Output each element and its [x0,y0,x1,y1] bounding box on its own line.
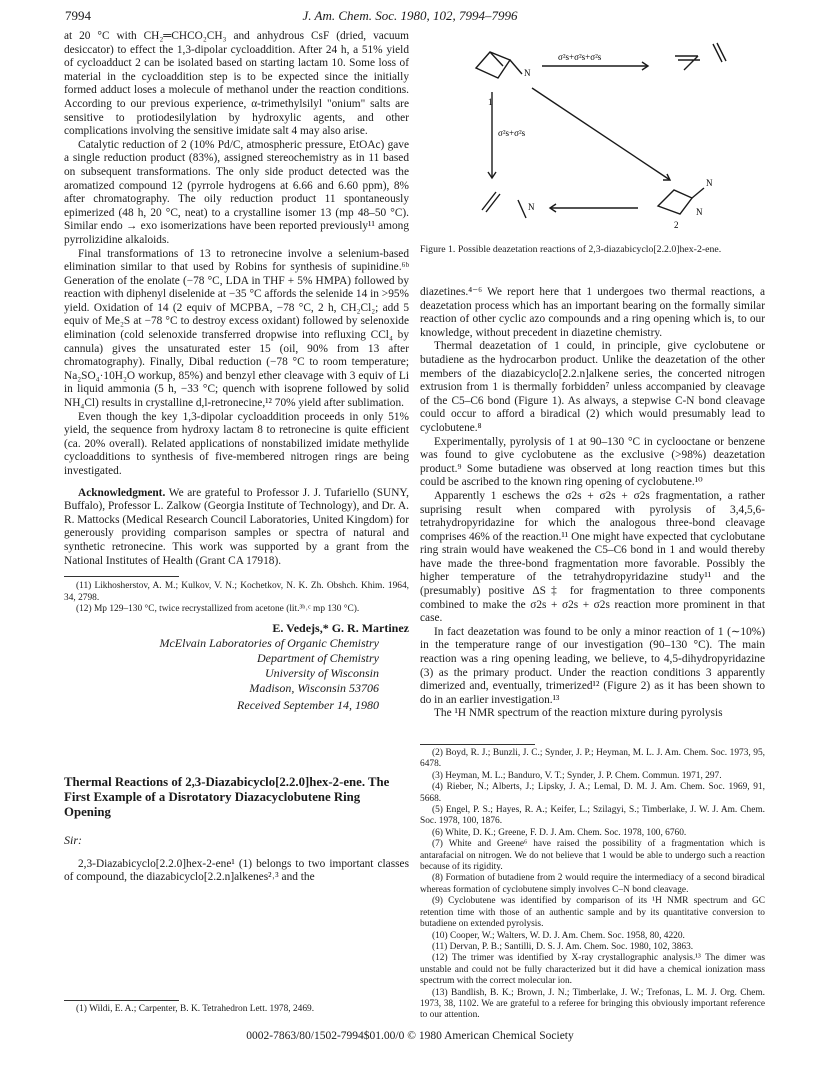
footnote: (7) White and Greene⁶ have raised the possibility of a fragmentation which is antarafacial on nitrogen. We do not believe that 1 would be able to undergo such a reaction because of its rigidity. [420,839,765,873]
footnote: (3) Heyman, M. L.; Banduro, V. T.; Synder, J. P. Chem. Commun. 1971, 297. [432,770,722,781]
footnote: (9) Cyclobutene was identified by comparison of its ¹H NMR spectrum and GC retention time with those of an authentic sample and by its quantitative conversion to butadiene on extended pyrolysis. [420,896,765,930]
n-label: N [696,207,703,217]
nn-fragment [518,200,526,218]
footnote: (6) White, D. K.; Greene, F. D. J. Am. Chem. Soc. 1978, 100, 6760. [432,827,687,838]
footnote: (8) Formation of butadiene from 2 would require the intermediacy of a second biradical whereas formation of cyclobutene simply involves C–N bond cleavage. [420,873,765,895]
n-label: N [528,202,535,212]
paragraph: Final transformations of 13 to retronecine involve a selenium-based elimination similar to that used by Robins for synthesis of supinidine.⁶ᵇ Generation of the enolate (−78 °C, LDA in THF + 5% HMPA) followed by reaction with diphenyl diselenide at −35 °C affords the selenide 14 in >95% yield. Oxidation of 14 (2 equiv of MCPBA, −78 °C, 2 h, CH₂Cl₂; add 5 equiv of Me₂S at −78 °C to destroy excess oxidant) followed by selenoxide elimination (cold selenoxide transferred dropwise into refluxing CCl₄ by cannula) gives the unsaturated ester 15 (oil, 90% from 13 after chromatography). Finally, Dibal reduction (−78 °C to room temperature; Na₂SO₄·10H₂O workup, 85%) and benzyl ether cleavage with 3 equiv of Li in liquid ammonia (5 h, −33 °C; quench with isoprene followed by solid NH₄Cl) results in crystalline d,l-retronecine,¹² 70% yield after sublimation. [64,247,409,410]
nitrogen-molecule [713,43,726,62]
paragraph: In fact deazetation was found to be only a minor reaction of 1 (∼10%) in the temperature range of our investigation (90–130 °C). The main reaction was a ring opening leading, we believe, to 4,5-dihydropyridazine (3) as the primary product. Under the reaction conditions 3 apparently dimerized and, eventually, trimerized¹² (Figure 2) as it has been shown to do in an earlier investigation.¹³ [420,625,765,706]
compound-2-label: 2 [674,220,679,230]
affiliation-line: McElvain Laboratories of Organic Chemistry [159,635,379,650]
n-label: N [524,68,531,78]
salutation: Sir: [64,832,82,847]
figure-caption: Figure 1. Possible deazetation reactions of 2,3-diazabicyclo[2.2.0]hex-2-ene. [420,244,722,255]
figure-1-scheme [470,40,740,230]
n-label: N [706,178,713,188]
footnote: (1) Wildi, E. A.; Carpenter, B. K. Tetrahedron Lett. 1978, 2469. [76,1004,315,1014]
footnote: (12) The trimer was identified by X-ray crystallographic analysis.¹³ The dimer was unstable and could not be fully characterized but it did have a chemical ionization mass spectrum with the correct molecular ion. [420,953,765,987]
footnote: (13) Bandlish, B. K.; Brown, J. N.; Timberlake, J. W.; Trefonas, L. M. J. Org. Chem. 1973, 38, 1102. We are grateful to a referee for bringing this obviously important reference to our attention. [420,987,765,1021]
structure-2-bond [692,188,704,198]
acknowledgment-label: Acknowledgment. [78,486,166,499]
affiliation-line: Department of Chemistry [257,650,379,665]
journal-citation: J. Am. Chem. Soc. 1980, 102, 7994–7996 [302,8,518,23]
paragraph: at 20 °C with CH₂═CHCO₂CH₃ and anhydrous CsF (dried, vacuum desiccator) to effect the 1,3-dipolar cycloaddition. After 24 h, a 51% yield of cycloadduct 2 can be isolated based on starting lactam 10. Some loss of material in the cycloaddition step is to be expected since the initially formed adduct loses a molecule of methanol under the reaction conditions. According to our previous experience, α-trimethylsilyl "onium" salts are sensitive to protiodesilylation by hydroxylic agents, and other complications involving the sensitive imidate salt 4 may also arise. [64,30,409,138]
paragraph: diazetines.⁴⁻⁶ We report here that 1 undergoes two thermal reactions, a deazetation process which has an important bearing on the formally similar reaction of other cyclic azo compounds and a ring opening which is, to our knowledge, without precedent in diazetine chemistry. [420,286,765,339]
left-column [64,30,409,885]
paragraph: Experimentally, pyrolysis of 1 at 90–130 °C in cyclooctane or benzene was found to give cyclobutene as the exclusive (>98%) deazetation product.⁹ Some butadiene was observed at long reaction times but this could be ascribed to the known ring opening of cyclobutene.¹⁰ [420,435,765,489]
acknowledgment-text: We are grateful to Professor J. J. Tufariello (SUNY, Buffalo), Professor L. Zalkow (Georgia Institute of Technology), and Dr. A. R. Mattocks (Medical Research Council Laboratories, United Kingdom) for generously providing comparison samples or spectra of natural and synthetic retronecine. This work was supported by a grant from the National Institutes of Health (Grant CA 17918). [64,486,409,567]
arrow-diagonal [532,88,670,180]
right-column [420,286,765,721]
footnotes-left [64,581,409,615]
paragraph: 2,3-Diazabicyclo[2.2.0]hex-2-ene¹ (1) belongs to two important classes of compound, the diazabicyclo[2.2.n]alkenes²˒³ and the [64,857,409,884]
footnote: (10) Cooper, W.; Walters, W. D. J. Am. Chem. Soc. 1958, 80, 4220. [432,930,685,941]
footnote: (4) Rieber, N.; Alberts, J.; Lipsky, J. A.; Lemal, D. M. J. Am. Chem. Soc. 1969, 91, 5668. [420,782,765,804]
paragraph: Catalytic reduction of 2 (10% Pd/C, atmospheric pressure, EtOAc) gave a single reduction product (83%), assigned stereochemistry as in 11 based on subsequent transformations. The only side product detected was the aromatized compound 12 (pyrrole hydrogens at 6.66 and 6.60 ppm), 8% after chromatography. The oily reduction product 11 spontaneously epimerized (48 h, 20 °C, neat) to a crystalline isomer 13 (mp 48–50 °C). Similar endo → exo isomerizations have been reported previously¹¹ among pyrrolizidine alkaloids. [64,138,409,246]
structure-2-ring [658,190,692,214]
paragraph: The ¹H NMR spectrum of the reaction mixture during pyrolysis [434,707,723,720]
footnote: (2) Boyd, R. J.; Bunzli, J. C.; Synder, J. P.; Heyman, M. L. J. Am. Chem. Soc. 1973, 95, 6478. [420,748,765,770]
alkene-fragment [482,192,500,212]
authors: E. Vedejs,* G. R. Martinez [272,621,409,636]
paragraph: Thermal deazetation of 1 could, in principle, give cyclobutene or butadiene as the hydrocarbon product. Unlike the deazetation of the other members of the diazabicyclo[2.2.n]alkene series, the concerted nitrogen extrusion from 1 is thermally forbidden⁷ unless accompanied by cleavage of the C5–C6 bond (Figure 1). As always, a stepwise C-N bond cleavage could occur to afford a biradical (2) which would presumably lead to cyclobutene.⁸ [420,340,765,434]
page-footer: 0002-7863/80/1502-7994$01.00/0 © 1980 American Chemical Society [246,1030,574,1042]
article-title: Thermal Reactions of 2,3-Diazabicyclo[2.2.0]hex-2-ene. The First Example of a Disrotatory Diazacyclobutene Ring Opening [64,774,390,819]
page-number: 7994 [65,8,91,23]
footnotes-right [420,744,765,1022]
paragraph: Apparently 1 eschews the σ2s + σ2s + σ2s fragmentation, a rather suprising result when compared with pyrolysis of 3,4,5,6-tetrahydropyridazine for which the analogous three-bond cleavage comprises 46% of the reaction.¹¹ One might have expected that cyclobutane ring strain would have weakened the C5–C6 bond in 1 and would thereby have made the three-bond fragmentation more favorable. Possibly the higher temperature of the tetrahydropyridazine study¹¹ and the (presumably) positive ΔS‡ for fragmentation to three components combined to make the σ2s + σ2s + σ2s reaction more prominent in that case. [420,489,765,625]
butadiene-structure [675,56,700,70]
left-bottom-footnote [64,1000,409,1015]
received-date: Received September 14, 1980 [237,697,379,712]
arrow-left-label: σ²s+σ²s [498,128,526,138]
footnote-rule [64,576,179,577]
footnote: (12) Mp 129–130 °C, twice recrystallized from acetone (lit.³ᵇ˒ᶜ mp 130 °C). [76,603,360,614]
arrow-top-label: σ²s+σ²s+σ²s [558,52,602,62]
structure-1-nn [510,60,522,74]
footnote: (11) Likhosherstov, A. M.; Kulkov, V. N.; Kochetkov, N. K. Zh. Obshch. Khim. 1964, 34, 2798. [64,581,409,603]
acknowledgment [64,487,409,569]
footnote-rule [64,1000,179,1001]
paragraph: Even though the key 1,3-dipolar cycloaddition proceeds in only 51% yield, the sequence from hydroxy lactam 8 to retronecine is quite efficient (ca. 20% overall). Related applications of nonstabilized imidate methylide cycloadditions to synthesis of five-membered nitrogen rings are being investigated. [64,410,409,477]
footnote: (11) Dervan, P. B.; Santilli, D. S. J. Am. Chem. Soc. 1980, 102, 3863. [432,941,694,952]
footnote: (5) Engel, P. S.; Hayes, R. A.; Keifer, L.; Szilagyi, S.; Timberlake, J. W. J. Am. Chem. Soc. 1978, 100, 1876. [420,805,765,827]
affiliation-line: Madison, Wisconsin 53706 [249,680,379,695]
footnote-rule [420,744,535,745]
compound-1-label: 1 [488,97,493,107]
affiliation-line: University of Wisconsin [265,665,379,680]
